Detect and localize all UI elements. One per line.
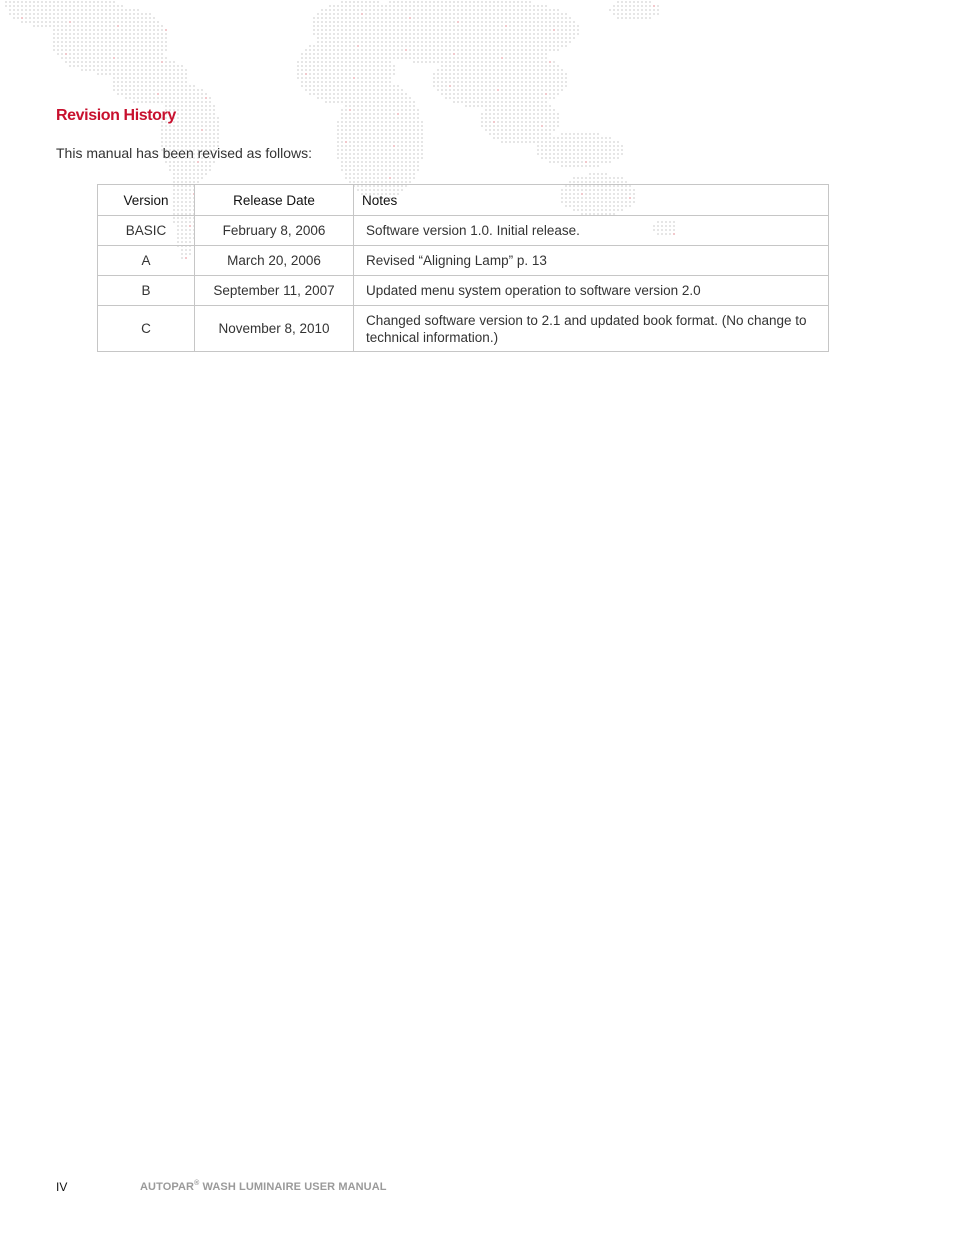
manual-title-rest: WASH LUMINAIRE USER MANUAL bbox=[199, 1181, 387, 1193]
table-row bbox=[98, 246, 829, 276]
cell-notes: Revised “Aligning Lamp” p. 13 bbox=[354, 246, 829, 276]
header-notes: Notes bbox=[354, 185, 829, 216]
manual-title-brand: AUTOPAR bbox=[140, 1181, 195, 1193]
table-row bbox=[98, 276, 829, 306]
cell-release-date: March 20, 2006 bbox=[195, 246, 354, 276]
header-release-date: Release Date bbox=[195, 185, 354, 216]
cell-release-date: February 8, 2006 bbox=[195, 216, 354, 246]
cell-notes: Updated menu system operation to software version 2.0 bbox=[354, 276, 829, 306]
cell-version: B bbox=[98, 276, 195, 306]
cell-notes: Software version 1.0. Initial release. bbox=[354, 216, 829, 246]
registered-mark: ® bbox=[194, 1180, 200, 1187]
section-title: Revision History bbox=[56, 107, 176, 124]
manual-title bbox=[140, 1180, 387, 1193]
cell-release-date: November 8, 2010 bbox=[195, 306, 354, 352]
cell-release-date: September 11, 2007 bbox=[195, 276, 354, 306]
revision-table bbox=[97, 184, 829, 352]
cell-notes: Changed software version to 2.1 and updated book format. (No change to technical information.) bbox=[354, 306, 829, 352]
table-row bbox=[98, 306, 829, 352]
cell-version: C bbox=[98, 306, 195, 352]
header-version: Version bbox=[98, 185, 195, 216]
cell-version: BASIC bbox=[98, 216, 195, 246]
table-header-row bbox=[98, 185, 829, 216]
page-number: IV bbox=[56, 1180, 68, 1194]
cell-version: A bbox=[98, 246, 195, 276]
intro-text: This manual has been revised as follows: bbox=[56, 145, 313, 161]
table-row bbox=[98, 216, 829, 246]
